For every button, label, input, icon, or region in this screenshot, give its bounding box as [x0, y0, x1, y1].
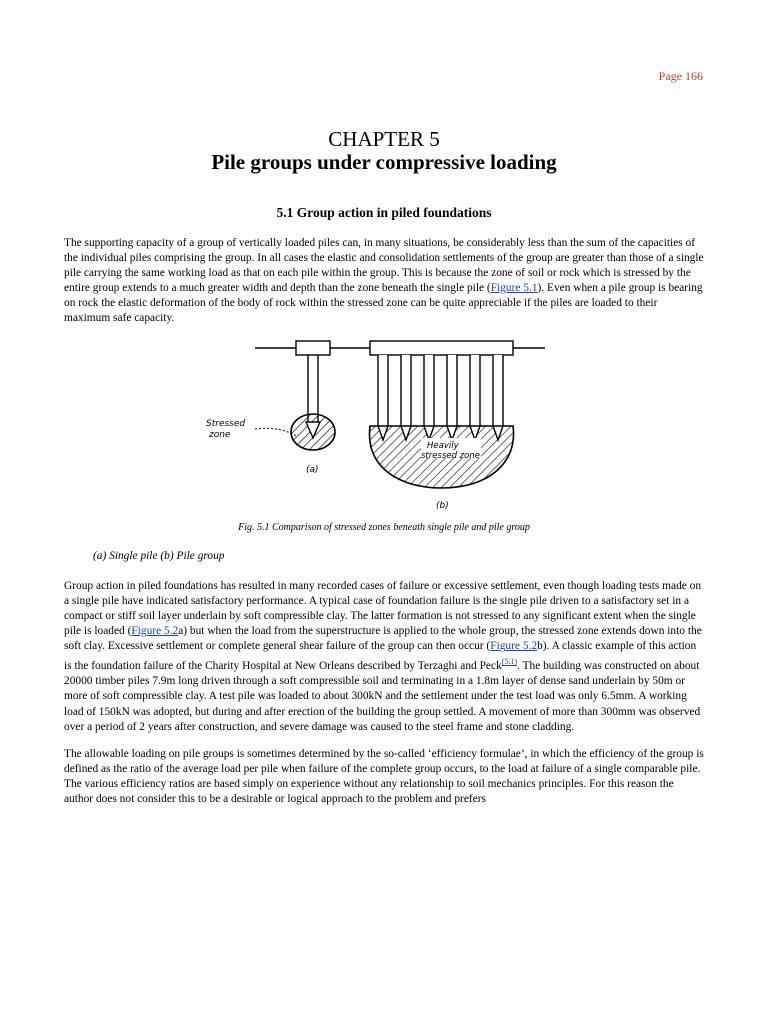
figure-5-2-link[interactable]: Figure 5.2	[131, 625, 179, 638]
paragraph-group-action	[64, 579, 704, 735]
paragraph-efficiency: The allowable loading on pile groups is sometimes determined by the so-called ‘efficiency formulae’, in which the efficiency of the group is defined as the ratio of the average load per pile when failure of the complete group occurs, to the load at failure of a single comparable pile. The various efficiency ratios are based simply on experience without any relationship to soil mechanics principles. For this reason the author does not consider this to be a desirable or logical approach to the problem and prefers	[64, 748, 704, 806]
paragraph-text: ). Even when a pile group is bearing on rock the elastic deformation of the body of rock within the stressed zone can be quite appreciable if the piles are loaded to their maximum safe capacity.	[64, 282, 703, 325]
paragraph-text: a) but when the load from the superstructure is applied to the whole group, the stressed zone extends down into the soft clay. Excessive settlement or complete general shear failure of the group can then occur (	[64, 625, 702, 653]
group-pile	[447, 355, 457, 440]
group-pile-cap	[370, 341, 513, 355]
group-pile	[424, 355, 434, 440]
stressed-zone-arrow	[255, 428, 296, 436]
stressed-zone-label-1: Stressed	[206, 419, 246, 429]
stressed-zone-label-2: zone	[209, 430, 231, 440]
heavily-stressed-label-1: Heavily	[427, 441, 459, 451]
figure-subcaption: (a) Single pile (b) Pile group	[93, 550, 225, 562]
figure-caption: Fig. 5.1 Comparison of stressed zones beneath single pile and pile group	[238, 522, 530, 533]
paragraph-text: The supporting capacity of a group of vertically loaded piles can, in many situations, be considerably less than the sum of the capacities of the individual piles comprising the group. In all cases the elastic and consolidation settlements of the group are greater than those of a single pile carrying the same working load as that on each pile within the group. This is because the zone of soil or rock which is stressed by the entire group extends to a much greater width and depth than the zone beneath the single pile (	[64, 237, 704, 295]
section-heading: 5.1 Group action in piled foundations	[276, 205, 492, 220]
group-pile	[378, 355, 388, 440]
heavily-stressed-label-2: stressed zone	[421, 451, 480, 461]
group-pile	[470, 355, 480, 440]
paragraph-text: . The building was constructed on about 20000 timber piles 7.9m long driven through a soft compressible soil and terminating in a 1.8m layer of dense sand underlain by 50m or more of soft compressible clay. A test pile was loaded to about 300kN and the settlement under the test load was only 6.5mm. A working load of 150kN was adopted, but during and after erection of the building the group settled. A movement of more than 300mm was observed over a period of 2 years after construction, and severe damage was caused to the steel frame and stone cladding.	[64, 660, 701, 733]
figure-5-1-link[interactable]: Figure 5.1	[490, 282, 538, 295]
pile-stress-figure	[200, 338, 560, 514]
page-number: Page 166	[658, 69, 703, 83]
group-pile	[493, 355, 503, 440]
figure-5-2-link[interactable]: Figure 5.2	[490, 640, 538, 653]
paragraph-text: b). A classic example of this action is the foundation failure of the Charity Hospital at New Orleans described by Terzaghi and Peck	[64, 640, 697, 673]
figure-label-a: (a)	[306, 465, 319, 475]
group-pile	[401, 355, 411, 440]
paragraph-text: Group action in piled foundations has resulted in many recorded cases of failure or excessive settlement, even though loading tests made on a single pile have indicated satisfactory performance. A typical case of foundation failure is the single pile driven to a satisfactory set in a compact or stiff soil layer underlain by soft compressible clay. The latter formation is not stressed to any significant extent when the single pile is loaded (	[64, 580, 702, 638]
chapter-label: CHAPTER 5	[328, 127, 440, 151]
figure-label-b: (b)	[436, 501, 449, 511]
reference-5-1-link[interactable]: (5.1)	[501, 657, 518, 667]
single-pile-cap	[296, 341, 330, 355]
paragraph-intro	[64, 236, 704, 327]
chapter-title: Pile groups under compressive loading	[211, 150, 557, 174]
